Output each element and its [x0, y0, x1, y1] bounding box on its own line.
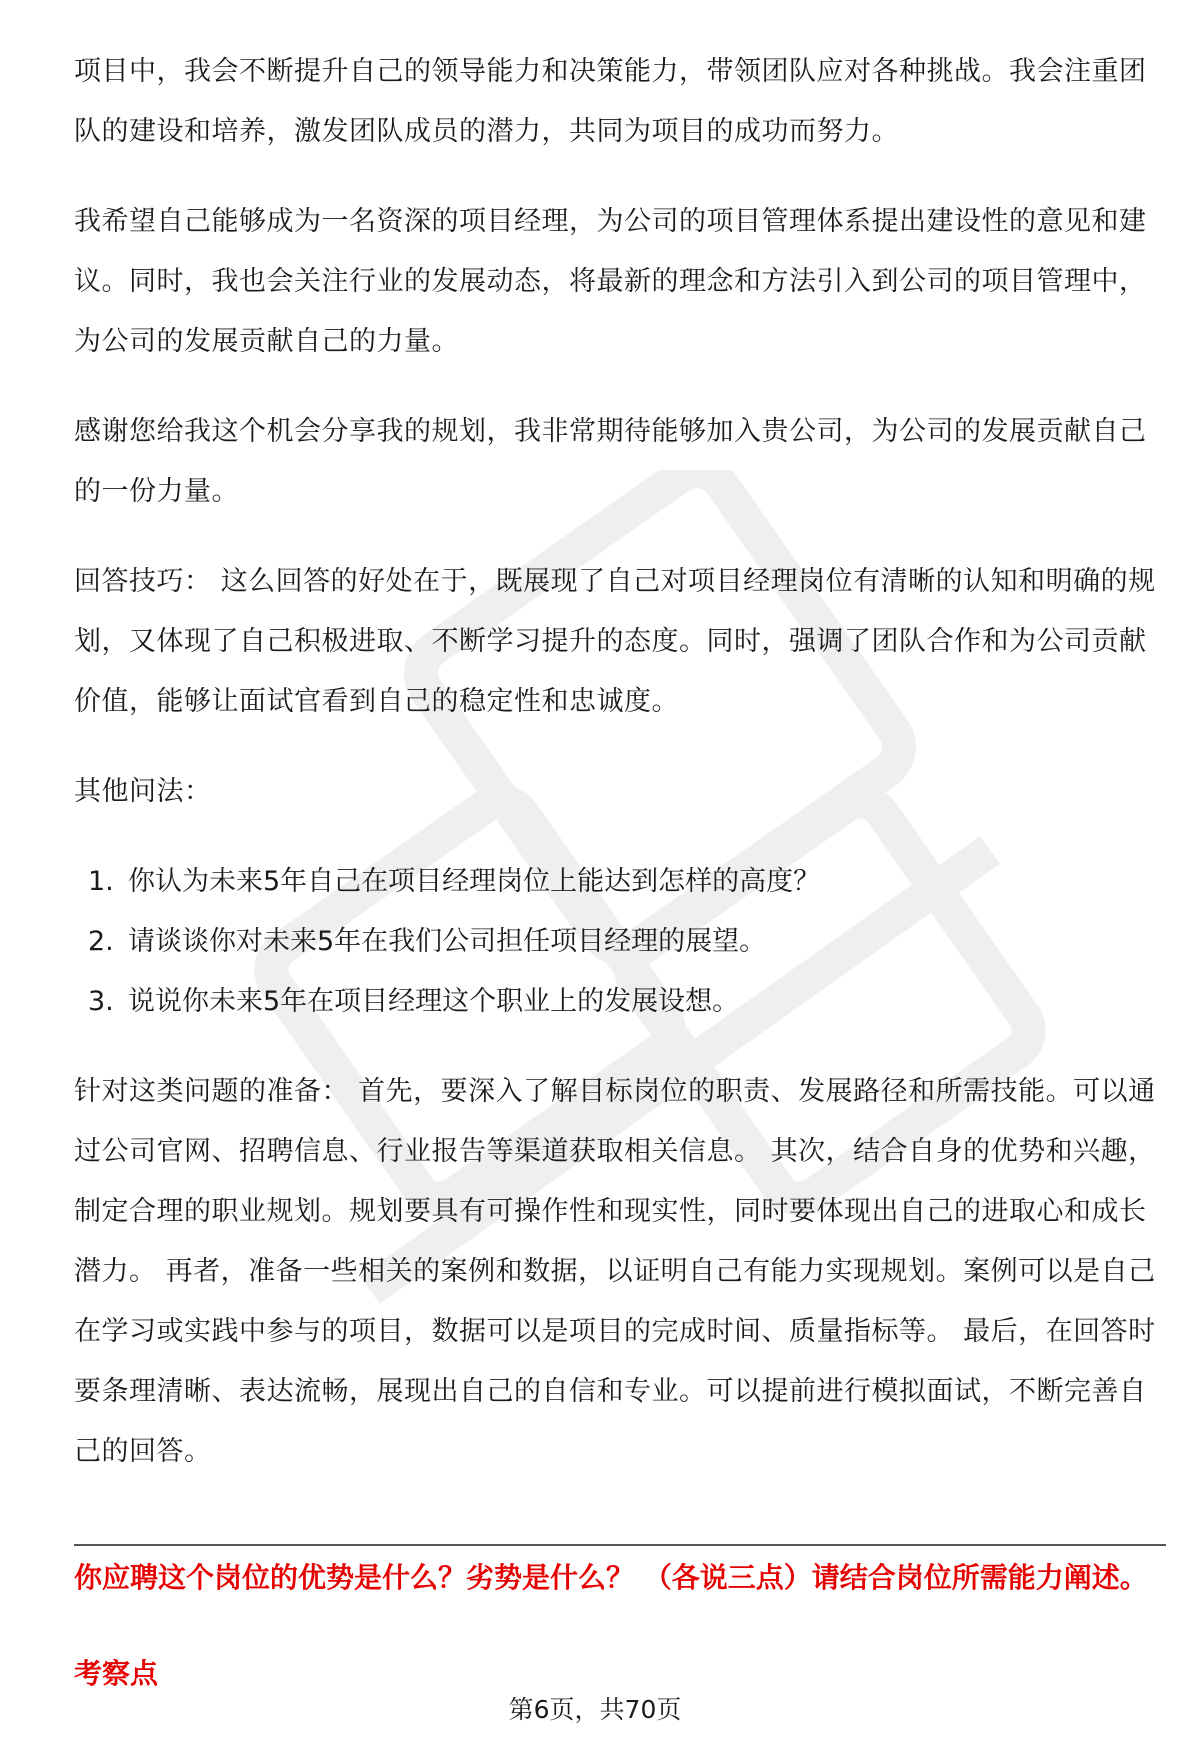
preparation-paragraph: 针对这类问题的准备： 首先，要深入了解目标岗位的职责、发展路径和所需技能。可以通过公司官网、招聘信息、行业报告等渠道获取相关信息。 其次，结合自身的优势和兴趣，制定合理的职业规划。规划要具有可操作性和现实性，同时要体现出自己的进取心和成长潜力。 再者，准备一些相关的案例和数据，以证明自己有能力实现规划。案例可以是自己在学习或实践中参与的项目，数据可以是项目的完成时间、质量指标等。 最后，在回答时要条理清晰、表达流畅，展现出自己的自信和专业。可以提前进行模拟面试，不断完善自己的回答。	[74, 1076, 1156, 1467]
page-number-footer: 第6页，共70页	[508, 1695, 682, 1724]
list-item-text: 你认为未来5年自己在项目经理岗位上能达到怎样的高度？	[128, 866, 821, 897]
list-item-number: 3.	[88, 986, 114, 1017]
other-questions-list	[74, 852, 1164, 1032]
list-item-text: 说说你未来5年在项目经理这个职业上的发展设想。	[128, 986, 740, 1017]
section-divider	[74, 1544, 1166, 1546]
list-item-text: 请谈谈你对未来5年在我们公司担任项目经理的展望。	[128, 926, 767, 957]
answer-tips-paragraph: 回答技巧： 这么回答的好处在于，既展现了自己对项目经理岗位有清晰的认知和明确的规划，又体现了自己积极进取、不断学习提升的态度。同时，强调了团队合作和为公司贡献价值，能够让面试官看到自己的稳定性和忠诚度。	[74, 566, 1156, 717]
other-questions-heading: 其他问法：	[74, 776, 212, 807]
list-item-number: 2.	[88, 926, 114, 957]
inspection-point-heading: 考察点	[74, 1657, 159, 1690]
list-item	[74, 972, 1164, 1032]
list-item	[74, 912, 1164, 972]
paragraph-2: 我希望自己能够成为一名资深的项目经理，为公司的项目管理体系提出建设性的意见和建议。同时，我也会关注行业的发展动态，将最新的理念和方法引入到公司的项目管理中，为公司的发展贡献自己的力量。	[74, 206, 1147, 357]
list-item	[74, 852, 1164, 912]
list-item-number: 1.	[88, 866, 114, 897]
paragraph-3: 感谢您给我这个机会分享我的规划，我非常期待能够加入贵公司，为公司的发展贡献自己的一份力量。	[74, 416, 1147, 507]
paragraph-1: 项目中，我会不断提升自己的领导能力和决策能力，带领团队应对各种挑战。我会注重团队的建设和培养，激发团队成员的潜力，共同为项目的成功而努力。	[74, 56, 1147, 147]
next-question-title: 你应聘这个岗位的优势是什么？劣势是什么？ （各说三点）请结合岗位所需能力阐述。	[74, 1561, 1148, 1594]
main-content	[74, 42, 1164, 1512]
